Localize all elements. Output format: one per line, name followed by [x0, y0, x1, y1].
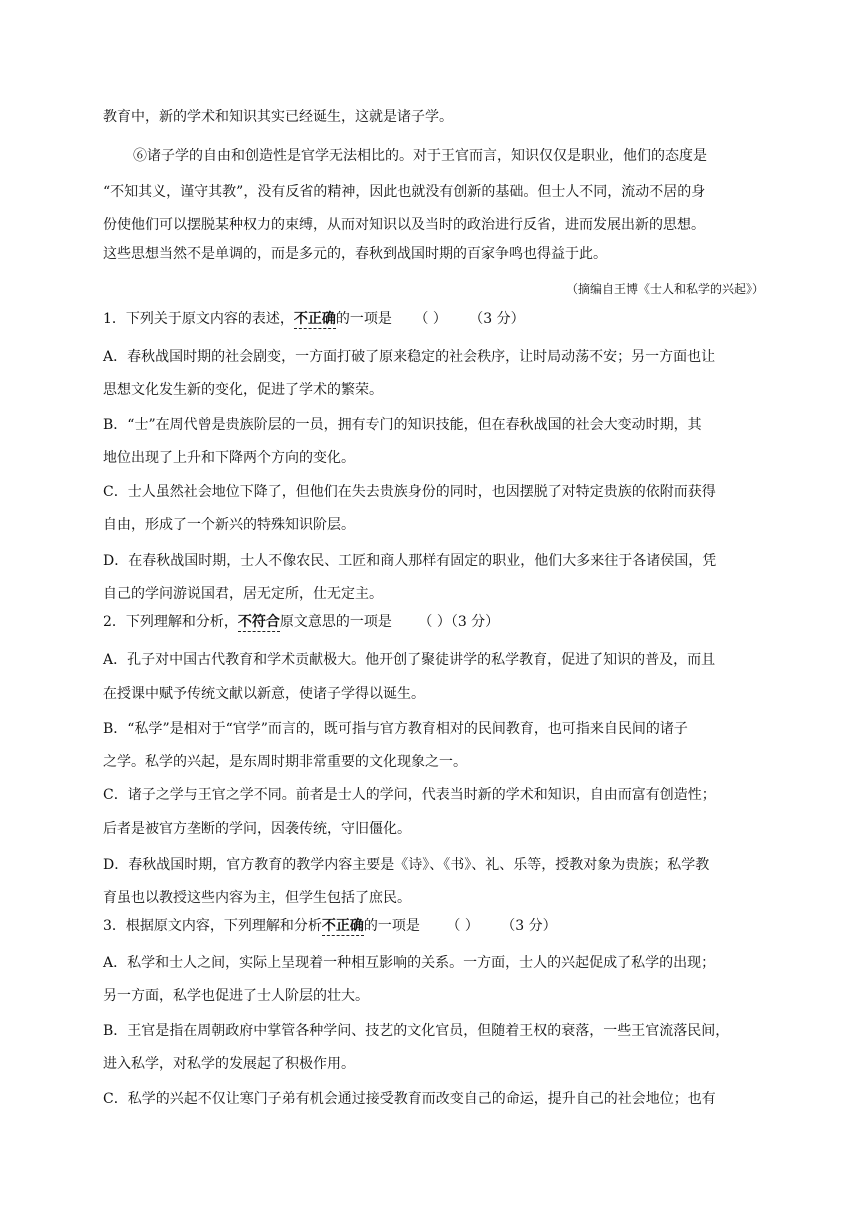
question-2-stem	[103, 612, 763, 632]
passage-source: （摘编自王博《士人和私学的兴起》）	[565, 282, 764, 296]
option-a-line: A．孔子对中国古代教育和学术贡献极大。他开创了聚徒讲学的私学教育，促进了知识的普及，而且	[103, 652, 716, 668]
option-c-line: 后者是被官方垄断的学问，因袭传统，守旧僵化。	[103, 821, 411, 837]
option-c-line: C．士人虽然社会地位下降了，但他们在失去贵族身份的同时，也因摆脱了对特定贵族的依附而获得	[103, 484, 716, 500]
option-b-line: 进入私学，对私学的发展起了积极作用。	[103, 1056, 355, 1072]
question-1-stem	[103, 309, 763, 329]
question-3-stem	[103, 916, 763, 936]
question-emphasis: 不正确	[321, 918, 364, 934]
passage-line: 教育中，新的学术和知识其实已经诞生，这就是诸子学。	[103, 109, 453, 125]
option-c-line: 自由，形成了一个新兴的特殊知识阶层。	[103, 517, 355, 533]
passage-paragraph-6-line: 份使他们可以摆脱某种权力的束缚，从而对知识以及当时的政治进行反省，进而发展出新的思想。	[103, 217, 705, 233]
option-b-line: B．王官是指在周朝政府中掌管各种学问、技艺的文化官员，但随着王权的衰落，一些王官流落民间，	[103, 1023, 730, 1039]
question-score: （3 分）	[450, 614, 500, 630]
answer-bracket: （ ）	[414, 311, 447, 327]
question-stem-text: 3．根据原文内容，下列理解和分析	[103, 918, 322, 934]
option-a-line: A．私学和士人之间，实际上呈现着一种相互影响的关系。一方面，士人的兴起促成了私学的出现；	[103, 955, 716, 971]
question-emphasis: 不正确	[293, 311, 336, 327]
option-a-line: 思想文化发生新的变化，促进了学术的繁荣。	[103, 382, 383, 398]
question-score: （3 分）	[469, 311, 525, 327]
option-a-line: A．春秋战国时期的社会剧变，一方面打破了原来稳定的社会秩序，让时局动荡不安；另一方面也让	[103, 349, 716, 365]
option-b-line: B．“士”在周代曾是贵族阶层的一员，拥有专门的知识技能，但在春秋战国的社会大变动时期，其	[103, 417, 702, 433]
answer-bracket: （ ）	[418, 614, 451, 630]
option-d-line: 育虽也以教授这些内容为主，但学生包括了庶民。	[103, 890, 411, 906]
option-b-line: B．“私学”是相对于“官学”而言的，既可指与官方教育相对的民间教育，也可指来自民间的诸子	[103, 721, 688, 737]
question-stem-text: 2．下列理解和分析，	[103, 614, 238, 630]
option-d-line: D．在春秋战国时期，士人不像农民、工匠和商人那样有固定的职业，他们大多来往于各诸侯国，凭	[103, 553, 717, 569]
option-c-line: C．诸子之学与王官之学不同。前者是士人的学问，代表当时新的学术和知识，自由而富有创造性；	[103, 787, 716, 803]
question-stem-text: 原文意思的一项是	[279, 614, 392, 630]
option-a-line: 在授课中赋予传统文献以新意，使诸子学得以诞生。	[103, 686, 425, 702]
question-stem-text: 的一项是	[363, 918, 420, 934]
question-stem-text: 1．下列关于原文内容的表述，	[103, 311, 294, 327]
passage-paragraph-6-line: 这些思想当然不是单调的，而是多元的，春秋到战国时期的百家争鸣也得益于此。	[103, 246, 607, 262]
option-d-line: D．春秋战国时期，官方教育的教学内容主要是《诗》、《书》、礼、乐等，授教对象为贵族；私学教	[103, 857, 710, 873]
question-score: （3 分）	[501, 918, 557, 934]
option-c-line: C．私学的兴起不仅让寒门子弟有机会通过接受教育而改变自己的命运，提升自己的社会地位；也有	[103, 1091, 716, 1107]
option-b-line: 之学。私学的兴起，是东周时期非常重要的文化现象之一。	[103, 754, 467, 770]
question-emphasis: 不符合	[237, 614, 280, 630]
option-d-line: 自己的学问游说国君，居无定所，仕无定主。	[103, 586, 383, 602]
question-stem-text: 的一项是	[335, 311, 392, 327]
passage-paragraph-6-line: ⑥诸子学的自由和创造性是官学无法相比的。对于王官而言，知识仅仅是职业，他们的态度是	[133, 148, 707, 164]
passage-paragraph-6-line: “不知其义，谨守其教”，没有反省的精神，因此也就没有创新的基础。但士人不同，流动不居的身	[103, 184, 706, 200]
option-b-line: 地位出现了上升和下降两个方向的变化。	[103, 450, 355, 466]
option-a-line: 另一方面，私学也促进了士人阶层的壮大。	[103, 988, 369, 1004]
answer-bracket: （ ）	[446, 918, 479, 934]
